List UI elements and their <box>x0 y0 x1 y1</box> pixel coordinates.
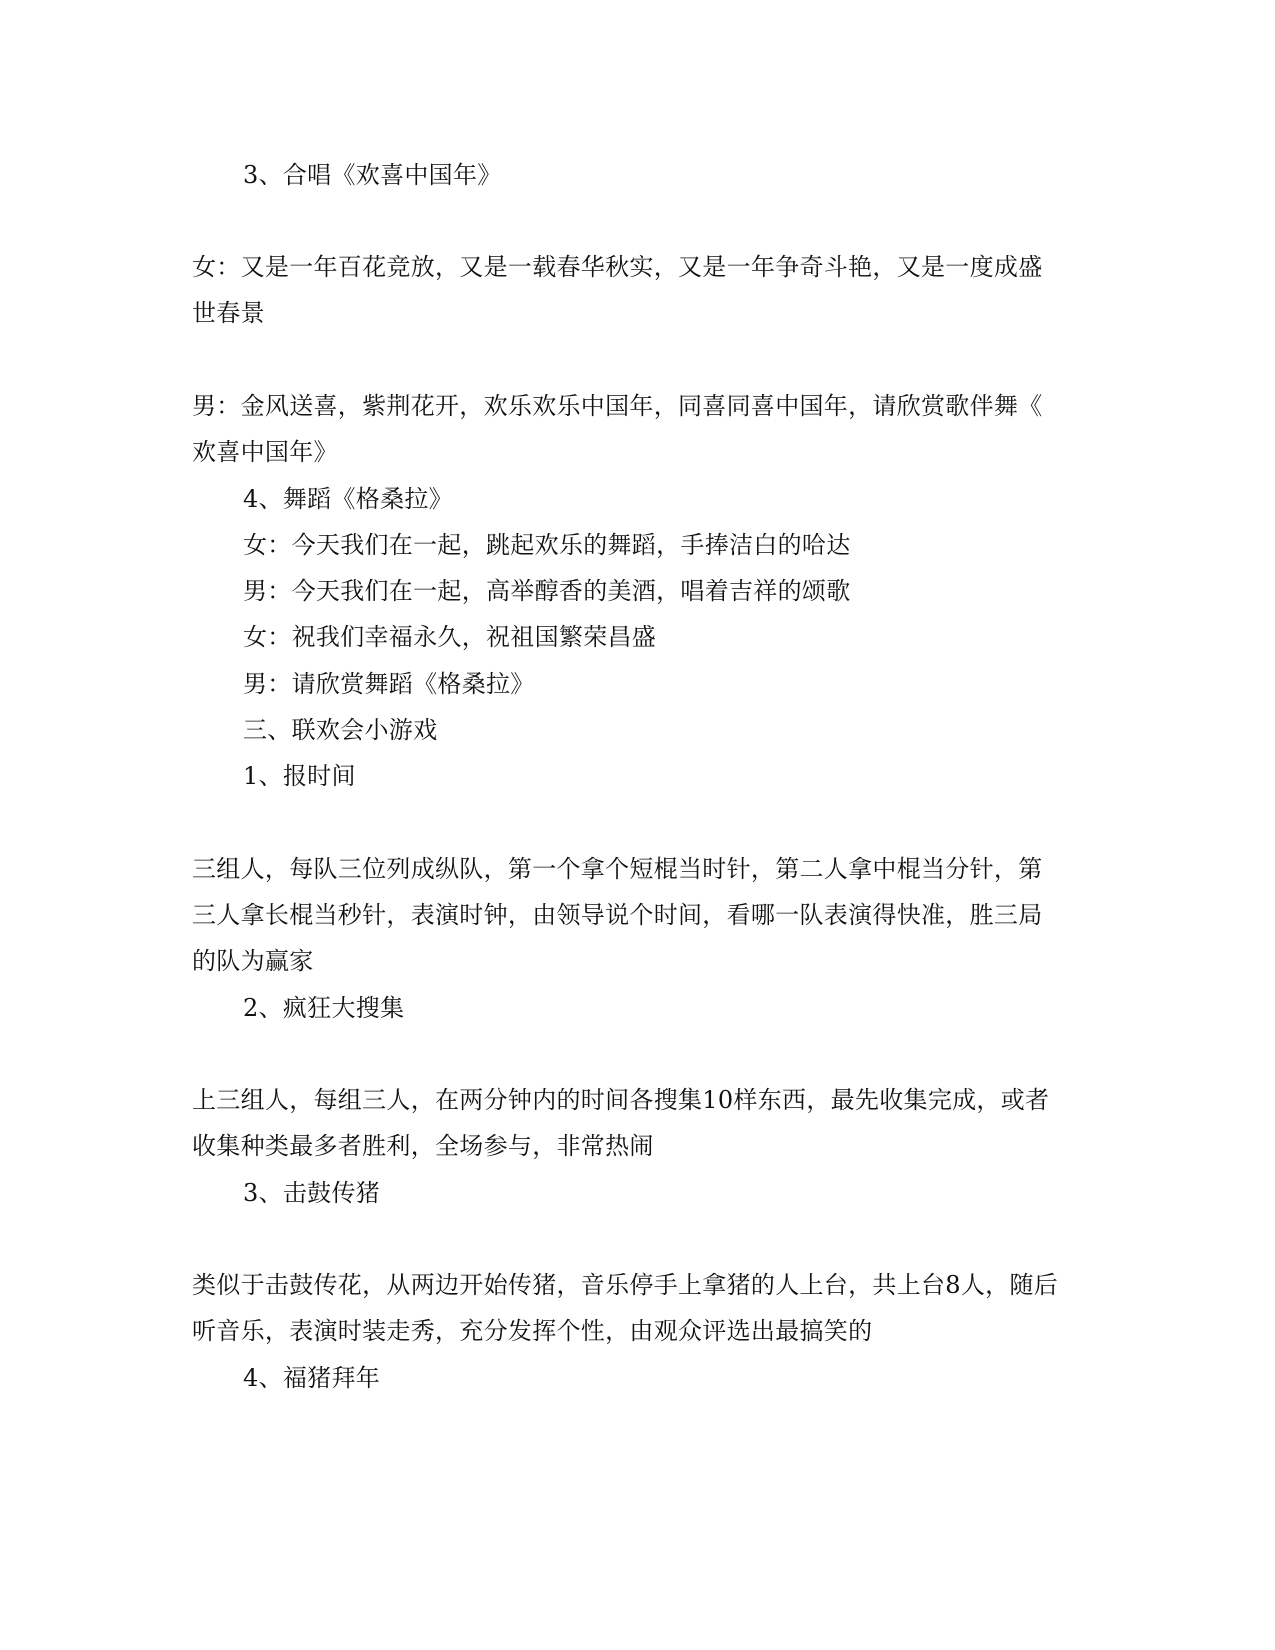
paragraph-line: 的队为赢家 <box>192 947 314 975</box>
heading-game-2: 2、疯狂大搜集 <box>243 994 405 1022</box>
dialogue-line: 女：今天我们在一起，跳起欢乐的舞蹈，手捧洁白的哈达 <box>243 531 851 559</box>
paragraph-line: 世春景 <box>192 299 265 327</box>
paragraph-line: 女：又是一年百花竞放，又是一载春华秋实，又是一年争奇斗艳，又是一度成盛 <box>192 253 1043 281</box>
heading-dance: 4、舞蹈《格桑拉》 <box>243 485 453 513</box>
dialogue-line: 女：祝我们幸福永久，祝祖国繁荣昌盛 <box>243 623 657 651</box>
paragraph-line: 三人拿长棍当秒针，表演时钟，由领导说个时间，看哪一队表演得快准，胜三局 <box>192 901 1043 929</box>
section-heading-games: 三、联欢会小游戏 <box>243 716 438 744</box>
dialogue-line: 男：请欣赏舞蹈《格桑拉》 <box>243 670 535 698</box>
paragraph-line: 男：金风送喜，紫荆花开，欢乐欢乐中国年，同喜同喜中国年，请欣赏歌伴舞《 <box>192 392 1043 420</box>
paragraph-line: 三组人，每队三位列成纵队，第一个拿个短棍当时针，第二人拿中棍当分针，第 <box>192 855 1043 883</box>
heading-game-4: 4、福猪拜年 <box>243 1364 381 1392</box>
dialogue-line: 男：今天我们在一起，高举醇香的美酒，唱着吉祥的颂歌 <box>243 577 851 605</box>
paragraph-line: 上三组人，每组三人，在两分钟内的时间各搜集10样东西，最先收集完成，或者 <box>192 1086 1050 1114</box>
paragraph-line: 听音乐，表演时装走秀，充分发挥个性，由观众评选出最搞笑的 <box>192 1317 873 1345</box>
paragraph-line: 欢喜中国年》 <box>192 438 338 466</box>
heading-game-3: 3、击鼓传猪 <box>243 1179 381 1207</box>
heading-chorus: 3、合唱《欢喜中国年》 <box>243 161 502 189</box>
heading-game-1: 1、报时间 <box>243 762 356 790</box>
paragraph-line: 类似于击鼓传花，从两边开始传猪，音乐停手上拿猪的人上台，共上台8人，随后 <box>192 1271 1059 1299</box>
paragraph-line: 收集种类最多者胜利，全场参与，非常热闹 <box>192 1132 654 1160</box>
